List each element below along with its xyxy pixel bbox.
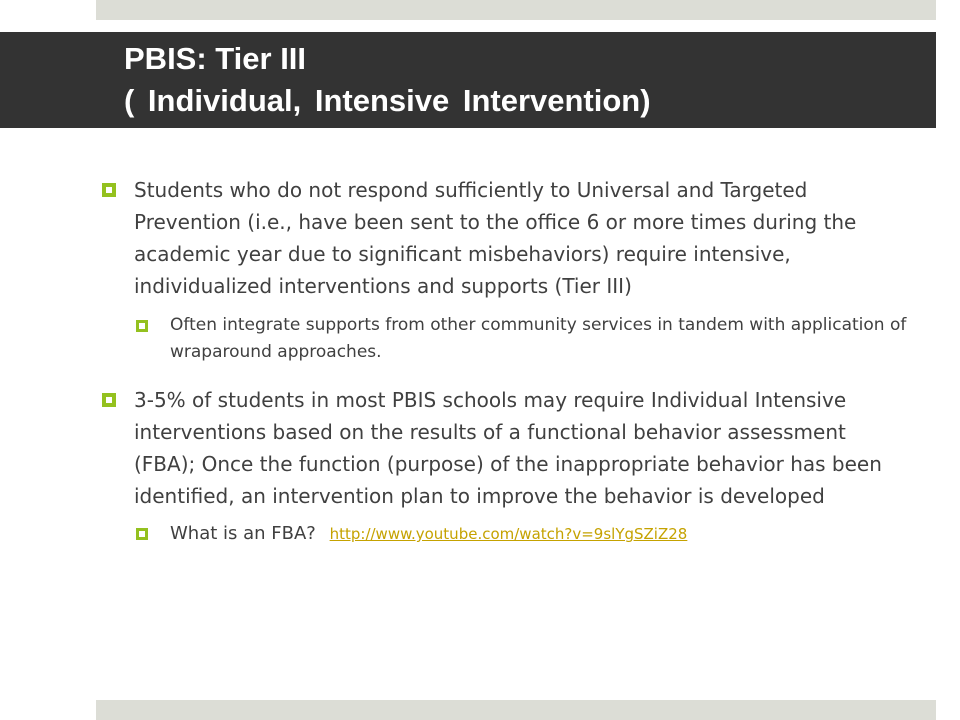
- square-bullet-icon: [102, 183, 116, 197]
- sub-bullet-community-supports: [134, 312, 910, 366]
- bottom-decor-bar: [96, 700, 936, 720]
- bullet-text: 3-5% of students in most PBIS schools may require Individual Intensive interventions based on the results of a functional behavior assessment (FBA); Once the function (purpose) of the inappropriate behavior has been identified, an intervention plan to improve the behavior is developed: [134, 388, 882, 508]
- top-decor-bar: [96, 0, 936, 20]
- sub-bullet-text: Often integrate supports from other community services in tandem with application of wraparound approaches.: [170, 315, 907, 362]
- title-line-1: PBIS: Tier III: [124, 41, 307, 76]
- bullet-text: Students who do not respond sufficiently to Universal and Targeted Prevention (i.e., have been sent to the office 6 or more times during the academic year due to significant misbehaviors) require intensive, individualized interventions and supports (Tier III): [134, 178, 857, 298]
- bullet-percent-students: [100, 384, 910, 512]
- square-bullet-icon: [102, 393, 116, 407]
- bullet-tier3-students: [100, 174, 910, 302]
- square-bullet-icon: [136, 320, 148, 332]
- fba-video-link[interactable]: http://www.youtube.com/watch?v=9slYgSZiZ28: [329, 525, 688, 543]
- slide-title: [124, 38, 651, 122]
- sub-bullet-text: What is an FBA?: [170, 523, 316, 544]
- square-bullet-icon: [136, 528, 148, 540]
- slide-content: [100, 174, 910, 548]
- title-line-2: ( Individual, Intensive Intervention): [124, 83, 651, 118]
- sub-bullet-fba: [134, 520, 910, 548]
